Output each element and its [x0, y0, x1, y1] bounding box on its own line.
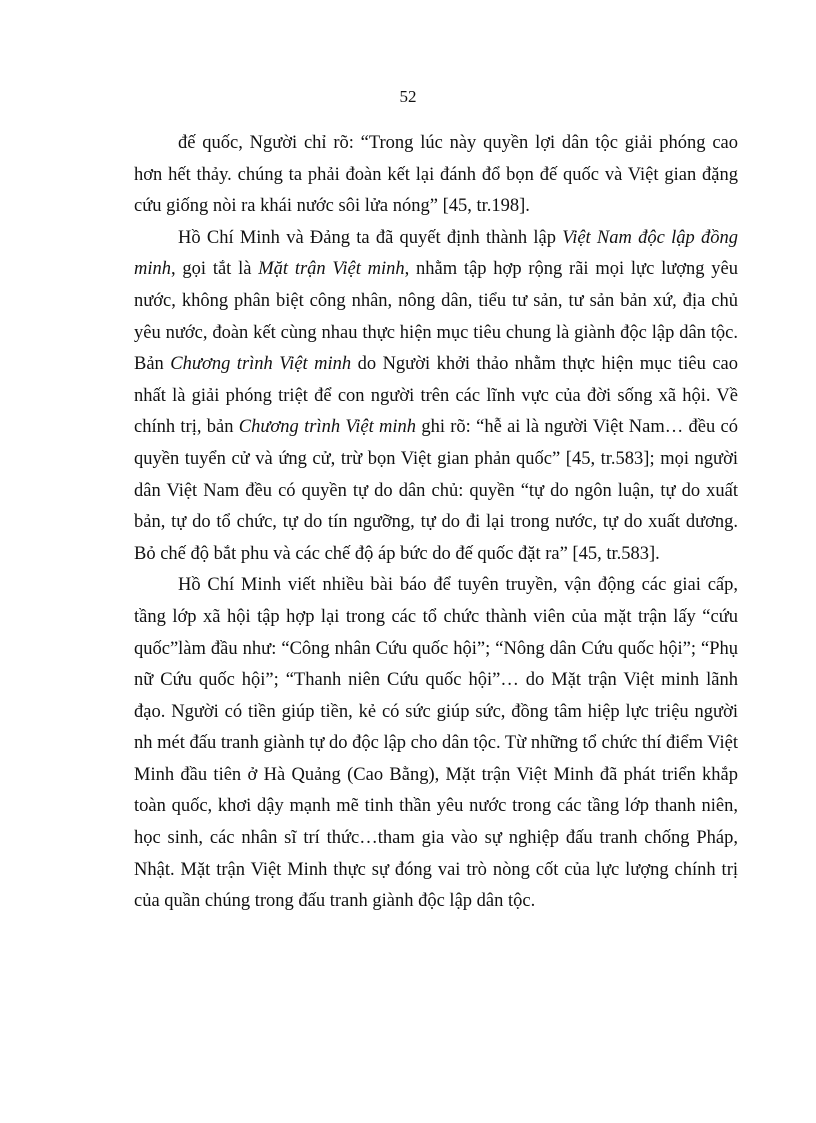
- italic-term: Chương trình Việt minh: [238, 417, 417, 438]
- italic-term: Việt Nam độc lập đồng minh: [134, 227, 738, 280]
- text-run: Hồ Chí Minh viết nhiều bài báo để tuyên truyền, vận động các giai cấp, tầng lớp xã hội tập hợp lại trong các tổ chức thành viên của mặt trận lấy “cứu quốc”làm đầu như: “Công nhân Cứu quốc hội”; “Nông dân Cứu quốc hội”; “Phụ nữ Cứu quốc hội”; “Thanh niên Cứu quốc hội”… do Mặt trận Việt minh lãnh đạo. Người có tiền giúp tiền, kẻ có sức giúp sức, đồng tâm hiệp lực triệu người nh mét đấu tranh giành tự do độc lập cho dân tộc. Từ những tổ chức thí điểm Việt Minh đầu tiên ở Hà Quảng (Cao Bằng), Mặt trận Việt Minh đã phát triển khắp toàn quốc, khơi dậy mạnh mẽ tinh thần yêu nước trong các tầng lớp thanh niên, học sinh, các nhân sĩ trí thức…tham gia vào sự nghiệp đấu tranh chống Pháp, Nhật. Mặt trận Việt Minh thực sự đóng vai trò nòng cốt của lực lượng chính trị của quần chúng trong đấu tranh giành độc lập dân tộc.: [134, 575, 738, 912]
- paragraph-1: [134, 128, 738, 223]
- paragraph-2: [134, 223, 738, 571]
- text-run: , gọi tắt là: [171, 259, 259, 280]
- text-run: ghi rõ: “hễ ai là người Việt Nam… đều có quyền tuyển cử và ứng cử, trừ bọn Việt gian phản quốc” [45, tr.583]; mọi người dân Việt Nam đều có quyền tự do dân chủ: quyền “tự do ngôn luận, tự do xuất bản, tự do tổ chức, tự do tín ngưỡng, tự do đi lại trong nước, tự do xuất dương. Bỏ chế độ bắt phu và các chế độ áp bức do đế quốc đặt ra” [45, tr.583].: [134, 417, 738, 564]
- text-run: đế quốc, Người chỉ rõ: “Trong lúc này quyền lợi dân tộc giải phóng cao hơn hết thảy. chúng ta phải đoàn kết lại đánh đổ bọn đế quốc và Việt gian đặng cứu giống nòi ra khái nước sôi lửa nóng” [45, tr.198].: [134, 133, 738, 217]
- text-run: , nhằm tập hợp rộng rãi mọi lực lượng yêu nước, không phân biệt công nhân, nông dân, tiểu tư sản, tư sản bản xứ, địa chủ yêu nước, đoàn kết cùng nhau thực hiện mục tiêu chung là giành độc lập dân tộc. Bản: [134, 259, 739, 375]
- text-run: Hồ Chí Minh và Đảng ta đã quyết định thành lập: [178, 227, 563, 248]
- italic-term: Chương trình Việt minh: [170, 354, 352, 375]
- paragraph-3: [134, 570, 738, 918]
- body-text: [134, 128, 738, 918]
- italic-term: Mặt trận Việt minh: [258, 259, 405, 280]
- text-run: do Người khởi thảo nhằm thực hiện mục tiêu cao nhất là giải phóng triệt để con người trên các lĩnh vực của đời sống xã hội. Về chính trị, bản: [134, 354, 738, 438]
- page-number: 52: [399, 87, 417, 106]
